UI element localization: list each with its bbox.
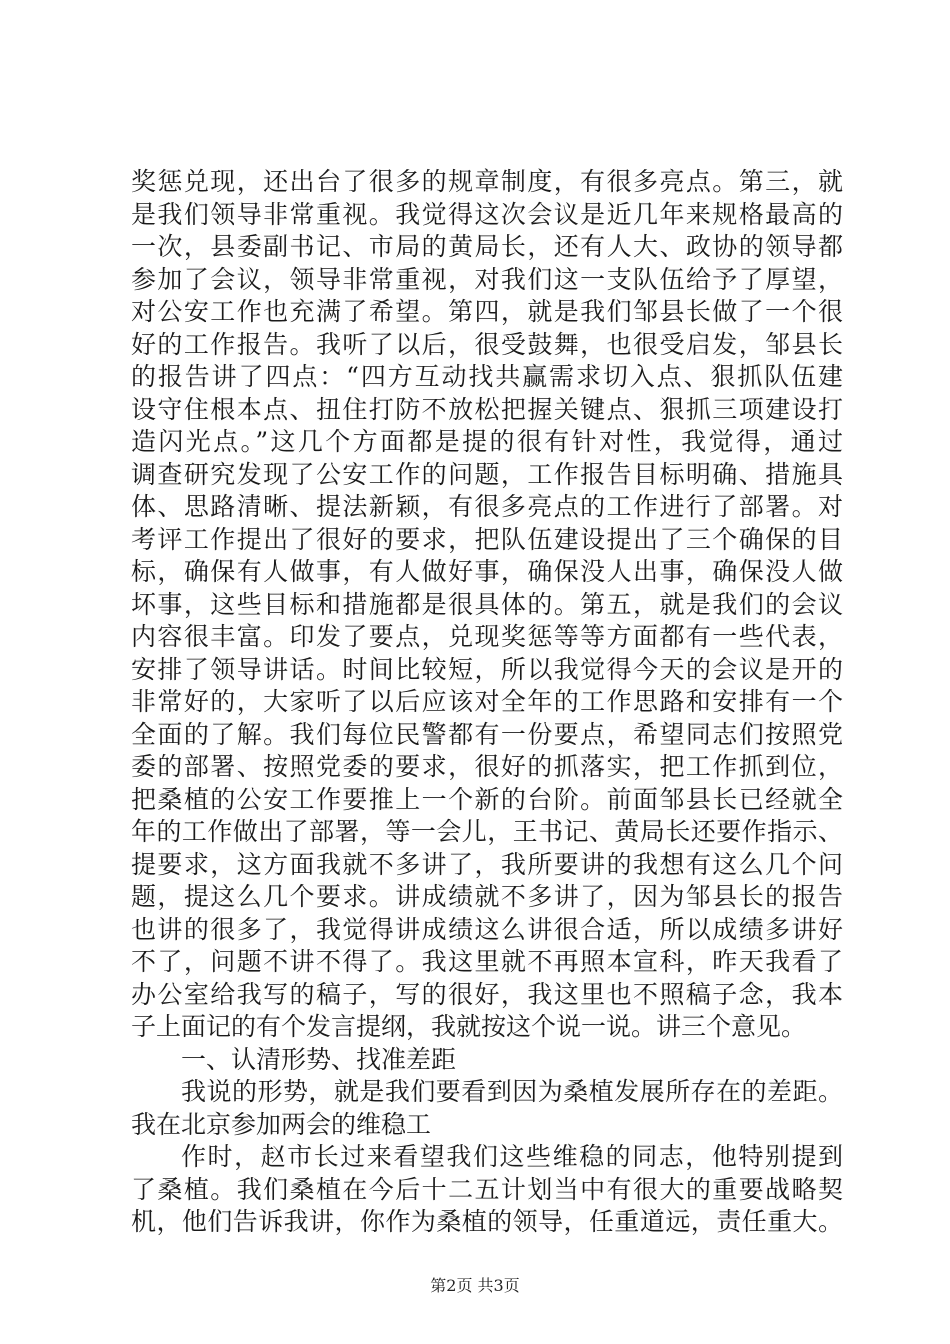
- text-line: 标，确保有人做事，有人做好事，确保没人出事，确保没人做: [131, 557, 843, 586]
- text-line: 作时，赵市长过来看望我们这些维稳的同志，他特别提到: [181, 1142, 843, 1171]
- text-line: 安排了领导讲话。时间比较短，所以我觉得今天的会议是开的: [131, 654, 843, 684]
- text-line: 年的工作做出了部署，等一会儿，王书记、黄局长还要作指示、: [131, 817, 843, 846]
- text-line: 一、认清形势、找准差距: [181, 1044, 457, 1074]
- text-line: 机，他们告诉我讲，你作为桑植的领导，任重道远，责任重大。: [131, 1207, 843, 1236]
- text-line: 一次，县委副书记、市局的黄局长，还有人大、政协的领导都: [131, 232, 843, 261]
- text-line: 我说的形势，就是我们要看到因为桑植发展所存在的差距。: [181, 1077, 843, 1106]
- text-line: 考评工作提出了很好的要求，把队伍建设提出了三个确保的目: [131, 524, 843, 554]
- text-line: 是我们领导非常重视。我觉得这次会议是近几年来规格最高的: [131, 199, 843, 229]
- text-line: 办公室给我写的稿子，写的很好，我这里也不照稿子念，我本: [131, 979, 843, 1009]
- text-line: 内容很丰富。印发了要点，兑现奖惩等等方面都有一些代表，: [131, 622, 843, 651]
- text-line: 参加了会议，领导非常重视，对我们这一支队伍给予了厚望，: [131, 264, 843, 294]
- text-line: 造闪光点。”这几个方面都是提的很有针对性，我觉得，通过: [131, 427, 843, 456]
- text-line: 好的工作报告。我听了以后，很受鼓舞，也很受启发，邹县长: [131, 329, 843, 359]
- text-line: 不了，问题不讲不得了。我这里就不再照本宣科，昨天我看了: [131, 947, 843, 976]
- text-line: 设守住根本点、扭住打防不放松把握关键点、狠抓三项建设打: [131, 394, 843, 424]
- text-line: 题，提这么几个要求。讲成绩就不多讲了，因为邹县长的报告: [131, 882, 843, 911]
- text-line: 委的部署、按照党委的要求，很好的抓落实，把工作抓到位，: [131, 752, 843, 781]
- text-line: 了桑植。我们桑植在今后十二五计划当中有很大的重要战略契: [131, 1174, 843, 1204]
- text-line: 奖惩兑现，还出台了很多的规章制度，有很多亮点。第三，就: [131, 167, 843, 196]
- page-footer: 第2页 共3页: [430, 1276, 520, 1295]
- text-line: 体、思路清晰、提法新颖，有很多亮点的工作进行了部署。对: [131, 492, 843, 521]
- text-line: 调查研究发现了公安工作的问题，工作报告目标明确、措施具: [131, 459, 843, 489]
- text-line: 非常好的，大家听了以后应该对全年的工作思路和安排有一个: [131, 687, 843, 716]
- text-line: 子上面记的有个发言提纲，我就按这个说一说。讲三个意见。: [131, 1012, 807, 1041]
- text-line: 把桑植的公安工作要推上一个新的台阶。前面邹县长已经就全: [131, 784, 843, 814]
- text-line: 我在北京参加两会的维稳工: [131, 1109, 432, 1139]
- text-line: 的报告讲了四点：“四方互动找共赢需求切入点、狠抓队伍建: [131, 362, 843, 391]
- text-line: 提要求，这方面我就不多讲了，我所要讲的我想有这么几个问: [131, 849, 843, 879]
- text-line: 对公安工作也充满了希望。第四，就是我们邹县长做了一个很: [131, 297, 843, 326]
- body-text: [131, 166, 843, 1239]
- text-line: 坏事，这些目标和措施都是很具体的。第五，就是我们的会议: [131, 589, 843, 619]
- text-line: 也讲的很多了，我觉得讲成绩这么讲很合适，所以成绩多讲好: [131, 914, 843, 944]
- text-line: 全面的了解。我们每位民警都有一份要点，希望同志们按照党: [131, 719, 843, 749]
